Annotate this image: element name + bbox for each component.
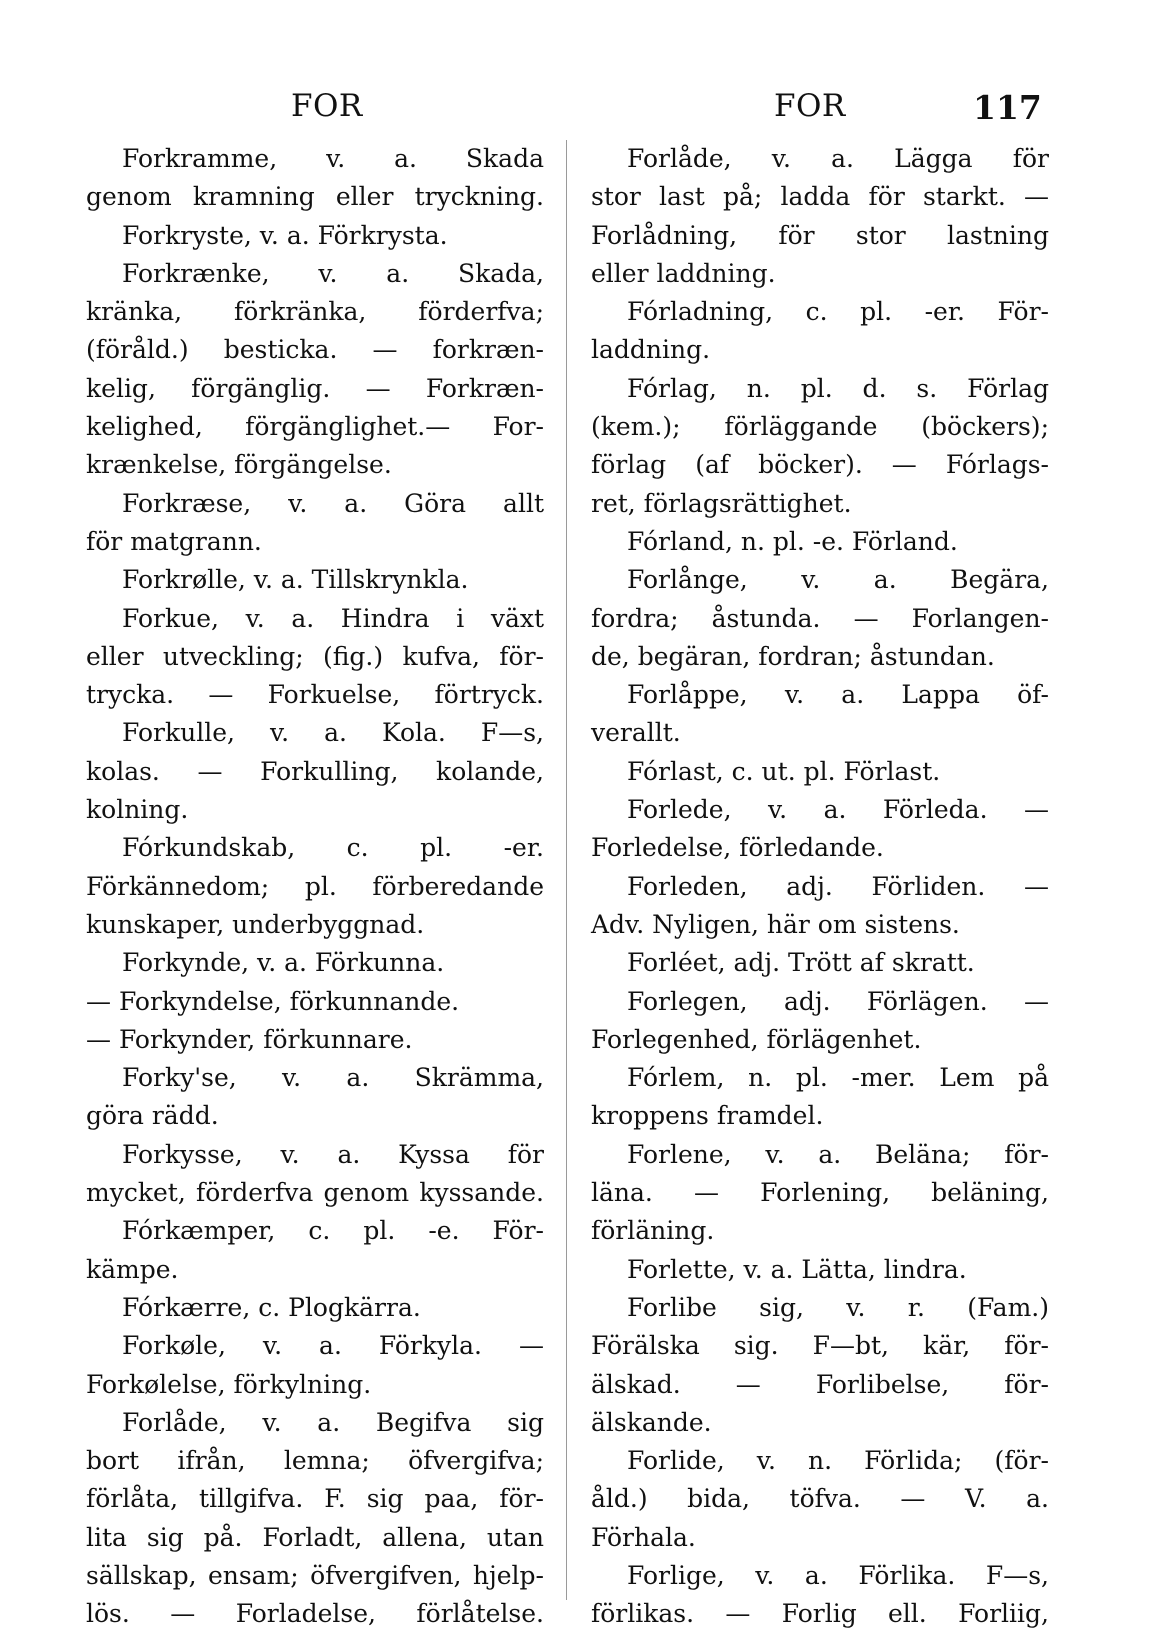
text-line: de, begäran, fordran; åstundan. (591, 641, 995, 671)
text-line: — Forkyndelse, förkunnande. (86, 986, 460, 1016)
text-line: kroppens framdel. (591, 1101, 824, 1131)
text-line: sällskap, ensam; öfvergifven, hjelp- (86, 1560, 544, 1590)
text-line: kolning. (86, 795, 189, 825)
text-line: Forleden, adj. Förliden. — (627, 871, 1049, 901)
text-line: Forkøle, v. a. Förkyla. — (122, 1331, 544, 1361)
text-line: kämpe. (86, 1254, 179, 1284)
text-line: kunskaper, underbyggnad. (86, 909, 425, 939)
text-line: kränka, förkränka, förderfva; (86, 297, 544, 327)
left-column (86, 140, 544, 1634)
text-line: Forlene, v. a. Beläna; för- (627, 1139, 1049, 1169)
text-line: lita sig på. Forladt, allena, utan (86, 1522, 544, 1552)
text-line: Forlegenhed, förlägenhet. (591, 1024, 922, 1054)
text-line: ret, förlagsrättighet. (591, 488, 852, 518)
text-line: älskad. — Forlibelse, för- (591, 1369, 1049, 1399)
text-line: förlag (af böcker). — Fórlags- (591, 450, 1049, 480)
text-line: genom kramning eller tryckning. (86, 182, 544, 212)
text-line: verallt. (591, 718, 681, 748)
text-line: — Forkynder, förkunnare. (86, 1024, 413, 1054)
text-line: Forlede, v. a. Förleda. — (627, 795, 1049, 825)
text-line: älskande. (591, 1407, 712, 1437)
text-line: Forledelse, förledande. (591, 833, 884, 863)
text-line: fordra; åstunda. — Forlangen- (591, 603, 1049, 633)
text-line: kelig, förgänglig. — Forkræn- (86, 373, 544, 403)
text-line: Forkryste, v. a. Förkrysta. (122, 220, 448, 250)
text-line: förlikas. — Forlig ell. Forliig, (591, 1599, 1049, 1629)
text-line: Forkue, v. a. Hindra i växt (122, 603, 544, 633)
text-line: (föråld.) besticka. — forkræn- (86, 335, 544, 365)
text-line: bort ifrån, lemna; öfvergifva; (86, 1446, 544, 1476)
text-line: lös. — Forladelse, förlåtelse. (86, 1599, 544, 1629)
text-line: Fórland, n. pl. -e. Förland. (627, 526, 958, 556)
text-line: Forkrølle, v. a. Tillskrynkla. (122, 565, 469, 595)
running-head-left: FOR (291, 88, 363, 124)
text-line: läna. — Forlening, beläning, (591, 1178, 1049, 1208)
text-line: Forlåppe, v. a. Lappa öf- (627, 680, 1049, 710)
text-line: Forlåde, v. a. Begifva sig (122, 1407, 544, 1437)
text-line: åld.) bida, töfva. — V. a. (591, 1484, 1049, 1514)
text-line: eller utveckling; (fig.) kufva, för- (86, 641, 544, 671)
text-line: för matgrann. (86, 526, 262, 556)
text-line: Forlette, v. a. Lätta, lindra. (627, 1254, 967, 1284)
running-head-right: FOR (774, 88, 846, 124)
text-line: Forlådning, för stor lastning (591, 220, 1049, 250)
text-line: Adv. Nyligen, här om sistens. (591, 909, 960, 939)
text-line: Fórlag, n. pl. d. s. Förlag (627, 373, 1049, 403)
text-line: mycket, förderfva genom kyssande. (86, 1178, 544, 1208)
text-line: Forkræse, v. a. Göra allt (122, 488, 544, 518)
text-line: Förhala. (591, 1522, 696, 1552)
text-line: Förkännedom; pl. förberedande (86, 871, 544, 901)
text-line: göra rädd. (86, 1101, 219, 1131)
text-line: Forlåde, v. a. Lägga för (627, 144, 1049, 173)
text-line: stor last på; ladda för starkt. — (591, 182, 1049, 212)
text-line: Fórladning, c. pl. -er. För- (627, 297, 1049, 327)
text-line: Forlide, v. n. Förlida; (för- (627, 1446, 1049, 1476)
text-line: Forlibe sig, v. r. (Fam.) (627, 1292, 1049, 1322)
text-line: krænkelse, förgängelse. (86, 450, 392, 480)
text-line: Forlegen, adj. Förlägen. — (627, 986, 1049, 1016)
column-divider (566, 140, 567, 1600)
text-line: Forléet, adj. Trött af skratt. (627, 948, 975, 978)
text-line: trycka. — Forkuelse, förtryck. (86, 680, 544, 710)
text-line: Forkølelse, förkylning. (86, 1369, 372, 1399)
text-line: förlåta, tillgifva. F. sig paa, för- (86, 1484, 544, 1514)
text-line: Forlånge, v. a. Begära, (627, 565, 1049, 595)
text-line: eller laddning. (591, 258, 776, 288)
text-line: Fórlast, c. ut. pl. Förlast. (627, 756, 941, 786)
right-column (591, 140, 1049, 1634)
text-line: Fórkundskab, c. pl. -er. (122, 833, 544, 863)
text-line: Forkramme, v. a. Skada (122, 144, 544, 173)
text-line: kolas. — Forkulling, kolande, (86, 756, 544, 786)
text-line: Forkynde, v. a. Förkunna. (122, 948, 445, 978)
text-line: Forkulle, v. a. Kola. F—s, (122, 718, 544, 748)
text-line: Förälska sig. F—bt, kär, för- (591, 1331, 1049, 1361)
text-line: Fórkærre, c. Plogkärra. (122, 1292, 421, 1322)
text-line: (kem.); förläggande (böckers); (591, 412, 1049, 442)
text-line: Forkysse, v. a. Kyssa för (122, 1139, 544, 1169)
text-line: Forky'se, v. a. Skrämma, (122, 1063, 544, 1093)
page-number: 117 (973, 88, 1042, 127)
text-line: Forlige, v. a. Förlika. F—s, (627, 1560, 1049, 1590)
text-line: laddning. (591, 335, 711, 365)
text-line: Forkrænke, v. a. Skada, (122, 258, 544, 288)
text-line: kelighed, förgänglighet.— For- (86, 412, 544, 442)
text-line: Fórkæmper, c. pl. -e. För- (122, 1216, 544, 1246)
text-line: Fórlem, n. pl. -mer. Lem på (627, 1063, 1049, 1093)
text-line: förläning. (591, 1216, 715, 1246)
